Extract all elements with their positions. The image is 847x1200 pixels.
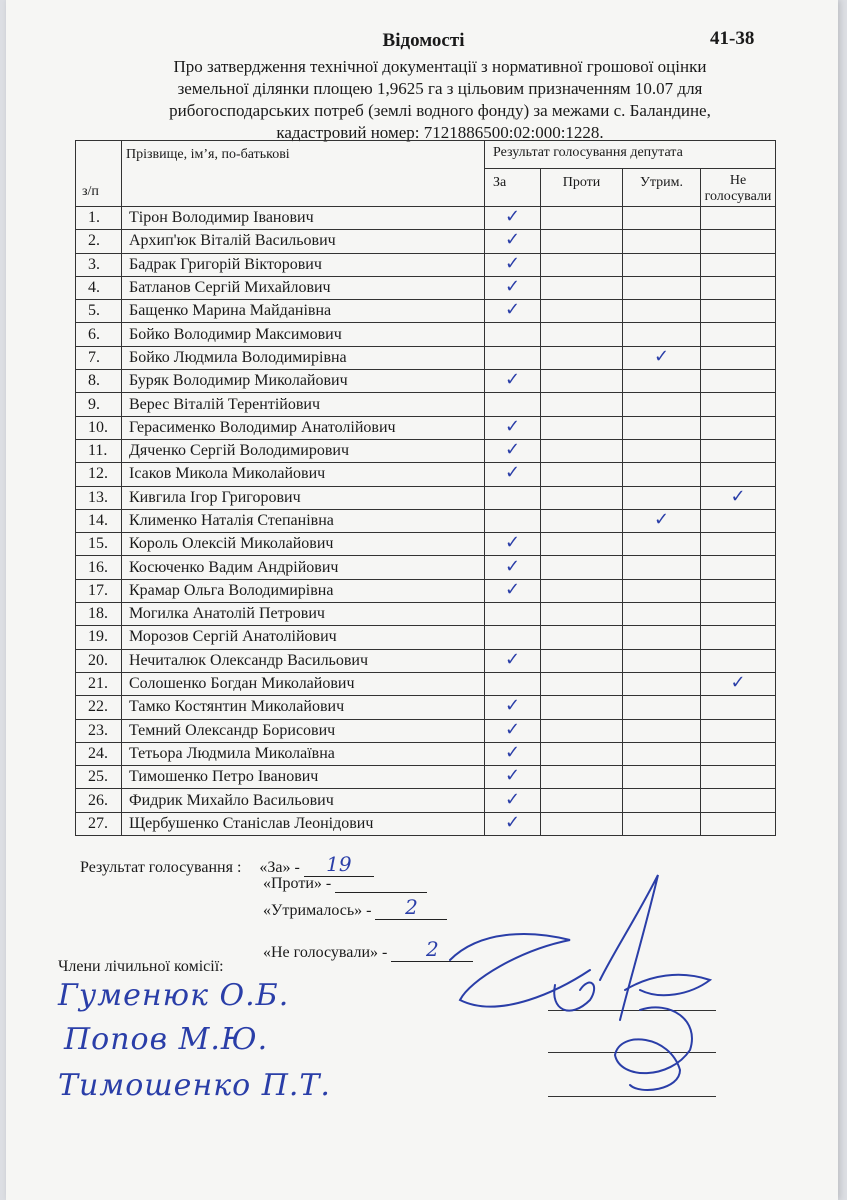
row-number: 25. (76, 766, 122, 789)
deputy-name: Батланов Сергій Михайлович (122, 276, 485, 299)
vote-cell-for (485, 300, 541, 323)
row-number: 8. (76, 370, 122, 393)
row-number: 17. (76, 579, 122, 602)
vote-cell-novote (701, 207, 776, 230)
vote-cell-abstain (623, 300, 701, 323)
table-row (76, 276, 776, 299)
vote-cell-abstain (623, 766, 701, 789)
vote-cell-abstain (623, 463, 701, 486)
check-mark-icon: ✓ (504, 252, 521, 274)
vote-cell-for (485, 439, 541, 462)
row-number: 7. (76, 346, 122, 369)
vote-cell-novote (701, 323, 776, 346)
vote-cell-abstain (623, 696, 701, 719)
vote-cell-abstain (623, 742, 701, 765)
vote-cell-against (541, 766, 623, 789)
table-row (76, 486, 776, 509)
table-row (76, 789, 776, 812)
check-mark-icon: ✓ (504, 741, 521, 763)
row-number: 14. (76, 509, 122, 532)
vote-cell-abstain (623, 346, 701, 369)
vote-cell-novote (701, 672, 776, 695)
vote-cell-novote (701, 789, 776, 812)
document-number: 41-38 (710, 28, 755, 49)
row-number: 22. (76, 696, 122, 719)
deputy-name: Фидрик Михайло Васильович (122, 789, 485, 812)
column-header-for: За (485, 169, 541, 207)
check-mark-icon: ✓ (504, 299, 521, 321)
table-row (76, 439, 776, 462)
abstain-count: 2 (375, 895, 447, 920)
vote-cell-against (541, 393, 623, 416)
deputy-name: Бадрак Григорій Вікторович (122, 253, 485, 276)
vote-cell-against (541, 416, 623, 439)
vote-cell-novote (701, 626, 776, 649)
deputy-name: Тимошенко Петро Іванович (122, 766, 485, 789)
deputy-name: Могилка Анатолій Петрович (122, 603, 485, 626)
table-row (76, 323, 776, 346)
against-label: «Проти» - (263, 875, 332, 892)
vote-cell-abstain (623, 486, 701, 509)
commission-member-signature: Тимошенко П.Т. (58, 1068, 331, 1103)
vote-cell-against (541, 789, 623, 812)
vote-cell-for (485, 719, 541, 742)
vote-cell-against (541, 253, 623, 276)
table-row (76, 603, 776, 626)
vote-cell-for (485, 742, 541, 765)
row-number: 2. (76, 230, 122, 253)
vote-cell-against (541, 672, 623, 695)
commission-label: Члени лічильної комісії: (58, 958, 224, 975)
table-row (76, 533, 776, 556)
table-row (76, 649, 776, 672)
vote-cell-abstain (623, 649, 701, 672)
vote-cell-against (541, 719, 623, 742)
vote-cell-against (541, 439, 623, 462)
commission-member-signature: Гуменюк О.Б. (58, 978, 290, 1013)
row-number: 20. (76, 649, 122, 672)
deputy-name: Бойко Володимир Максимович (122, 323, 485, 346)
row-number: 1. (76, 207, 122, 230)
row-number: 12. (76, 463, 122, 486)
column-header-name: Прізвище, ім’я, по-батькові (122, 141, 485, 207)
vote-cell-novote (701, 579, 776, 602)
vote-cell-abstain (623, 789, 701, 812)
row-number: 9. (76, 393, 122, 416)
check-mark-icon: ✓ (504, 229, 521, 251)
vote-cell-novote (701, 649, 776, 672)
vote-cell-novote (701, 696, 776, 719)
row-number: 11. (76, 439, 122, 462)
vote-cell-novote (701, 253, 776, 276)
deputy-name: Морозов Сергій Анатолійович (122, 626, 485, 649)
vote-cell-abstain (623, 370, 701, 393)
deputy-name: Тірон Володимир Іванович (122, 207, 485, 230)
vote-cell-for (485, 626, 541, 649)
table-row (76, 509, 776, 532)
vote-cell-novote (701, 463, 776, 486)
vote-cell-against (541, 579, 623, 602)
table-row (76, 766, 776, 789)
vote-cell-against (541, 509, 623, 532)
table-row (76, 626, 776, 649)
vote-cell-novote (701, 393, 776, 416)
novote-label: «Не голосували» - (263, 944, 388, 961)
novote-count: 2 (391, 937, 473, 962)
vote-cell-abstain (623, 719, 701, 742)
deputy-name: Бащенко Марина Майданівна (122, 300, 485, 323)
document-title: Відомості (382, 30, 465, 51)
deputy-name: Бойко Людмила Володимирівна (122, 346, 485, 369)
vote-cell-for (485, 812, 541, 835)
against-count (335, 874, 427, 893)
table-row (76, 230, 776, 253)
deputy-name: Щербушенко Станіслав Леонідович (122, 812, 485, 835)
row-number: 23. (76, 719, 122, 742)
vote-cell-for (485, 393, 541, 416)
vote-cell-for (485, 533, 541, 556)
vote-cell-abstain (623, 416, 701, 439)
for-label: «За» - (259, 859, 300, 876)
vote-cell-abstain (623, 207, 701, 230)
deputy-name: Буряк Володимир Миколайович (122, 370, 485, 393)
check-mark-icon: ✓ (504, 695, 521, 717)
row-number: 21. (76, 672, 122, 695)
vote-cell-against (541, 649, 623, 672)
check-mark-icon: ✓ (504, 648, 521, 670)
vote-cell-against (541, 323, 623, 346)
vote-cell-abstain (623, 626, 701, 649)
vote-cell-novote (701, 509, 776, 532)
table-row (76, 812, 776, 835)
vote-cell-abstain (623, 230, 701, 253)
check-mark-icon: ✓ (653, 509, 670, 530)
vote-cell-novote (701, 719, 776, 742)
vote-cell-against (541, 230, 623, 253)
check-mark-icon: ✓ (504, 462, 521, 484)
vote-cell-novote (701, 439, 776, 462)
row-number: 27. (76, 812, 122, 835)
deputy-name: Архип'юк Віталій Васильович (122, 230, 485, 253)
check-mark-icon: ✓ (504, 811, 521, 833)
table-row (76, 696, 776, 719)
check-mark-icon: ✓ (504, 765, 521, 787)
vote-cell-novote (701, 346, 776, 369)
vote-cell-against (541, 533, 623, 556)
subtitle-line: земельної ділянки площею 1,9625 га з цільовим призначенням 10.07 для (177, 79, 703, 98)
row-number: 10. (76, 416, 122, 439)
check-mark-icon: ✓ (653, 345, 670, 367)
vote-cell-abstain (623, 323, 701, 346)
table-row (76, 393, 776, 416)
vote-cell-against (541, 556, 623, 579)
table-row (76, 253, 776, 276)
vote-cell-for (485, 509, 541, 532)
vote-cell-against (541, 742, 623, 765)
deputy-name: Герасименко Володимир Анатолійович (122, 416, 485, 439)
vote-cell-against (541, 812, 623, 835)
vote-cell-for (485, 579, 541, 602)
check-mark-icon: ✓ (504, 718, 521, 740)
check-mark-icon: ✓ (504, 276, 521, 298)
deputy-name: Темний Олександр Борисович (122, 719, 485, 742)
vote-cell-novote (701, 486, 776, 509)
row-number: 5. (76, 300, 122, 323)
check-mark-icon: ✓ (504, 578, 521, 600)
vote-cell-against (541, 370, 623, 393)
vote-cell-for (485, 696, 541, 719)
vote-cell-for (485, 766, 541, 789)
vote-cell-for (485, 649, 541, 672)
vote-cell-abstain (623, 509, 701, 532)
vote-cell-for (485, 230, 541, 253)
vote-cell-for (485, 672, 541, 695)
deputy-name: Клименко Наталія Степанівна (122, 509, 485, 532)
check-mark-icon: ✓ (504, 788, 521, 810)
vote-cell-novote (701, 556, 776, 579)
row-number: 19. (76, 626, 122, 649)
vote-cell-against (541, 696, 623, 719)
check-mark-icon: ✓ (730, 672, 746, 694)
for-count: 19 (304, 852, 374, 877)
vote-cell-novote (701, 603, 776, 626)
vote-cell-abstain (623, 603, 701, 626)
commission-member-signature: Попов М.Ю. (64, 1022, 269, 1057)
check-mark-icon: ✓ (504, 206, 521, 228)
row-number: 13. (76, 486, 122, 509)
check-mark-icon: ✓ (504, 439, 521, 461)
vote-cell-abstain (623, 276, 701, 299)
vote-cell-abstain (623, 556, 701, 579)
vote-cell-abstain (623, 393, 701, 416)
table-row (76, 370, 776, 393)
deputy-name: Король Олексій Миколайович (122, 533, 485, 556)
deputy-name: Тамко Костянтин Миколайович (122, 696, 485, 719)
vote-cell-for (485, 416, 541, 439)
vote-cell-against (541, 603, 623, 626)
deputy-name: Тетьора Людмила Миколаївна (122, 742, 485, 765)
vote-cell-novote (701, 300, 776, 323)
subtitle-line: кадастровий номер: 7121886500:02:000:1228. (276, 123, 604, 142)
row-number: 4. (76, 276, 122, 299)
row-number: 24. (76, 742, 122, 765)
vote-cell-for (485, 207, 541, 230)
column-header-abstain: Утрим. (623, 169, 701, 207)
table-row (76, 346, 776, 369)
vote-cell-novote (701, 230, 776, 253)
check-mark-icon: ✓ (504, 369, 521, 391)
table-row (76, 463, 776, 486)
column-header-result: Результат голосування депутата (485, 141, 776, 169)
vote-cell-against (541, 486, 623, 509)
voting-table (75, 140, 776, 836)
row-number: 6. (76, 323, 122, 346)
table-row (76, 672, 776, 695)
vote-cell-abstain (623, 439, 701, 462)
vote-cell-abstain (623, 579, 701, 602)
vote-cell-novote (701, 812, 776, 835)
deputy-name: Дяченко Сергій Володимирович (122, 439, 485, 462)
vote-cell-abstain (623, 253, 701, 276)
row-number: 15. (76, 533, 122, 556)
row-number: 26. (76, 789, 122, 812)
vote-cell-against (541, 207, 623, 230)
vote-cell-for (485, 346, 541, 369)
column-header-against: Проти (541, 169, 623, 207)
vote-cell-novote (701, 533, 776, 556)
deputy-name: Крамар Ольга Володимирівна (122, 579, 485, 602)
row-number: 18. (76, 603, 122, 626)
deputy-name: Нечиталюк Олександр Васильович (122, 649, 485, 672)
vote-cell-novote (701, 276, 776, 299)
vote-cell-for (485, 253, 541, 276)
vote-cell-against (541, 276, 623, 299)
vote-cell-against (541, 300, 623, 323)
row-number: 3. (76, 253, 122, 276)
abstain-label: «Утрималось» - (263, 902, 372, 919)
vote-cell-against (541, 463, 623, 486)
vote-cell-for (485, 789, 541, 812)
table-row (76, 719, 776, 742)
vote-cell-for (485, 276, 541, 299)
vote-cell-against (541, 626, 623, 649)
vote-cell-for (485, 556, 541, 579)
subtitle-line: Про затвердження технічної документації з нормативної грошової оцінки (173, 57, 707, 76)
vote-cell-for (485, 323, 541, 346)
row-number: 16. (76, 556, 122, 579)
check-mark-icon: ✓ (504, 555, 521, 577)
deputy-name: Косюченко Вадим Андрійович (122, 556, 485, 579)
table-row (76, 207, 776, 230)
vote-cell-abstain (623, 672, 701, 695)
deputy-name: Ісаков Микола Миколайович (122, 463, 485, 486)
vote-cell-novote (701, 766, 776, 789)
vote-cell-for (485, 603, 541, 626)
table-row (76, 742, 776, 765)
document-subtitle (110, 56, 770, 144)
check-mark-icon: ✓ (504, 415, 521, 437)
vote-cell-novote (701, 370, 776, 393)
table-row (76, 300, 776, 323)
results-label: Результат голосування : (80, 859, 242, 876)
table-row (76, 556, 776, 579)
deputy-name: Верес Віталій Терентійович (122, 393, 485, 416)
deputy-name: Кивгила Ігор Григорович (122, 486, 485, 509)
column-header-number: з/п (76, 141, 122, 207)
deputy-name: Солошенко Богдан Миколайович (122, 672, 485, 695)
vote-cell-for (485, 370, 541, 393)
table-row (76, 416, 776, 439)
vote-cell-abstain (623, 812, 701, 835)
subtitle-line: рибогосподарських потреб (землі водного фонду) за межами с. Баландине, (169, 101, 711, 120)
table-row (76, 579, 776, 602)
check-mark-icon: ✓ (730, 485, 746, 507)
column-header-novote: Не голосували (701, 169, 776, 207)
vote-cell-novote (701, 742, 776, 765)
vote-cell-novote (701, 416, 776, 439)
vote-cell-for (485, 486, 541, 509)
vote-cell-against (541, 346, 623, 369)
check-mark-icon: ✓ (504, 532, 521, 554)
vote-cell-for (485, 463, 541, 486)
vote-cell-abstain (623, 533, 701, 556)
chairman-signature-icon (440, 870, 740, 1110)
